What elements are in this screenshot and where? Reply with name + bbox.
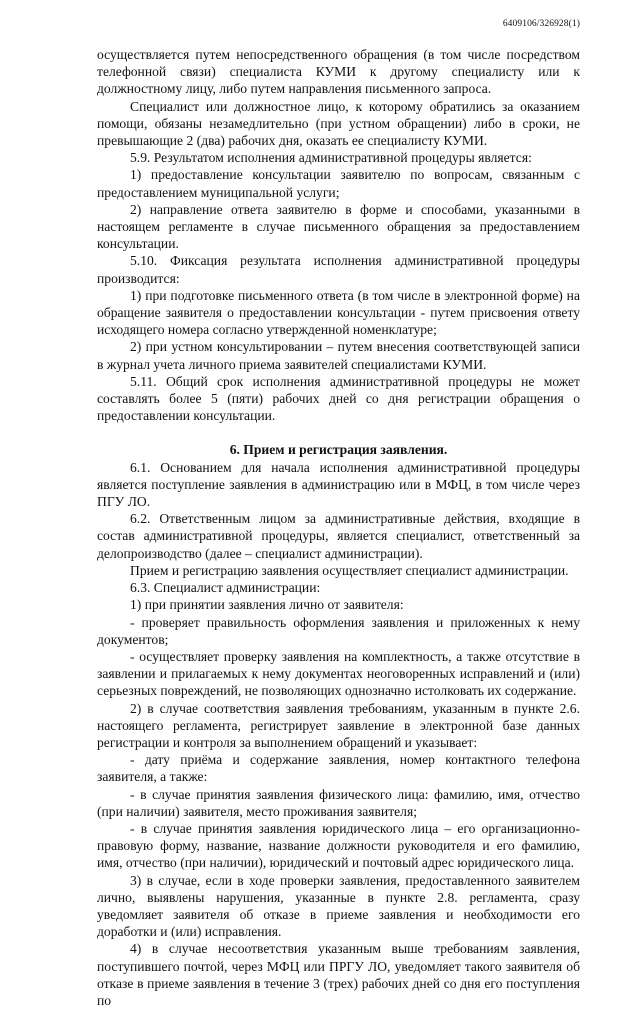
paragraph: - проверяет правильность оформления заявления и приложенных к нему документов; — [97, 614, 580, 647]
paragraph: - в случае принятия заявления физического лица: фамилию, имя, отчество (при наличии) заявителя, место проживания заявителя; — [97, 786, 580, 819]
paragraph: 1) при подготовке письменного ответа (в том числе в электронной форме) на обращение заявителя о предоставлении консультации - путем присвоения ответу исходящего номера согласно утвержденной номенклатуре; — [97, 287, 580, 338]
paragraph: 5.10. Фиксация результата исполнения административной процедуры производится: — [97, 253, 580, 286]
paragraph: - дату приёма и содержание заявления, номер контактного телефона заявителя, а также: — [97, 752, 580, 785]
paragraph: 1) при принятии заявления лично от заявителя: — [130, 597, 404, 613]
paragraph: 5.11. Общий срок исполнения административной процедуры не может составлять более 5 (пяти) рабочих дней со дня регистрации обращения о предоставлении консультации. — [97, 373, 580, 424]
document-id: 6409106/326928(1) — [502, 19, 580, 29]
paragraph: 1) предоставление консультации заявителю по вопросам, связанным с предоставлением муниципальной услуги; — [97, 167, 580, 200]
paragraph: Прием и регистрацию заявления осуществляет специалист администрации. — [130, 562, 569, 578]
section-heading: 6. Прием и регистрация заявления. — [229, 442, 448, 458]
paragraph: 6.3. Специалист администрации: — [130, 580, 321, 596]
paragraph: Специалист или должностное лицо, к которому обратились за оказанием помощи, обязаны незамедлительно (при устном обращении) либо в сроки, не превышающие 2 (два) рабочих дня, оказать ее специалисту КУМИ. — [97, 98, 580, 149]
paragraph: - осуществляет проверку заявления на комплектность, а также отсутствие в заявлении и прилагаемых к нему документах неоговоренных исправлений и (или) серьезных повреждений, не позволяющих однозначно истолковать их содержание. — [97, 648, 580, 699]
paragraph: 3) в случае, если в ходе проверки заявления, предоставленного заявителем лично, выявлены нарушения, указанные в пункте 2.8. регламента, сразу уведомляет заявителя об отказе в приеме заявления и необходимости его доработки и (или) исправления. — [97, 872, 580, 940]
paragraph: 6.2. Ответственным лицом за административные действия, входящие в состав административной процедуры, является специалист, ответственный за делопроизводство (далее – специалист администрации). — [97, 511, 580, 561]
document-body — [97, 46, 580, 1009]
paragraph: осуществляется путем непосредственного обращения (в том числе посредством телефонной связи) специалиста КУМИ к другому специалисту или к должностному лицу, либо путем направления письменного запроса. — [97, 47, 580, 97]
paragraph: 5.9. Результатом исполнения административной процедуры является: — [130, 150, 532, 166]
paragraph: - в случае принятия заявления юридического лица – его организационно-правовую форму, название, название должности руководителя и его фамилию, имя, отчество (при наличии), юридический и почтовый адрес юридического лица. — [97, 820, 580, 871]
paragraph: 6.1. Основанием для начала исполнения административной процедуры является поступление заявления в администрацию или в МФЦ, в том числе через ПГУ ЛО. — [97, 459, 580, 510]
paragraph: 2) направление ответа заявителю в форме и способами, указанными в настоящем регламенте в случае письменного обращения за предоставлением консультации. — [97, 201, 580, 252]
paragraph: 2) при устном консультировании – путем внесения соответствующей записи в журнал учета личного приема заявителей специалистами КУМИ. — [97, 339, 580, 372]
paragraph: 4) в случае несоответствия указанным выше требованиям заявления, поступившего почтой, через МФЦ или ПРГУ ЛО, уведомляет такого заявителя об отказе в приеме заявления в течение 3 (трех) рабочих дней со дня его поступления по — [97, 941, 580, 1008]
paragraph: 2) в случае соответствия заявления требованиям, указанным в пункте 2.6. настоящего регламента, регистрирует заявление в электронной базе данных регистрации и контроля за выполнением обращений и указывает: — [97, 700, 580, 750]
